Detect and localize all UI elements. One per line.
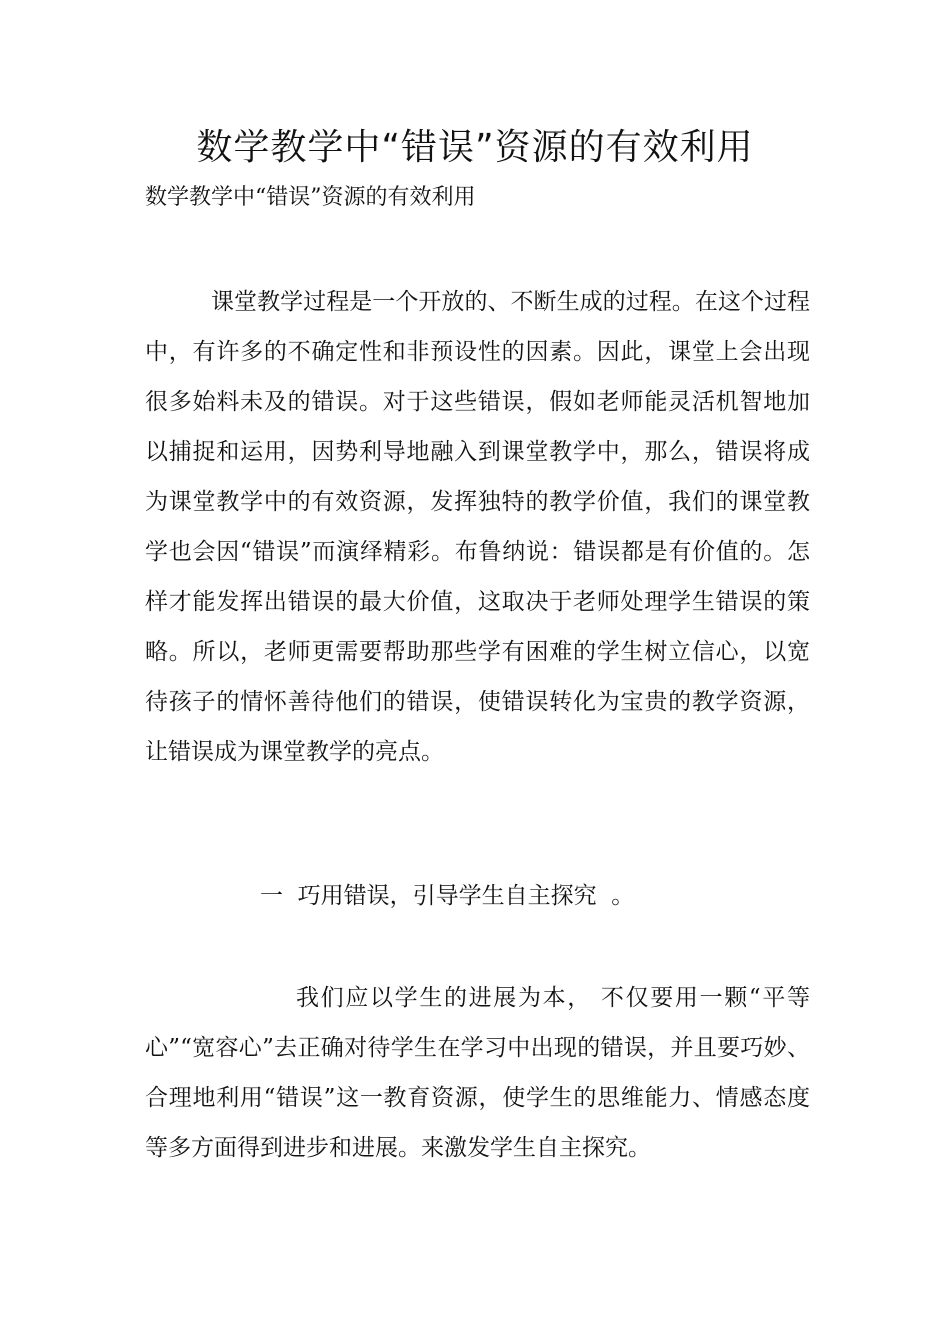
paragraph-2: 我们应以学生的进展为本， 不仅要用一颗“平等心”“宽容心”去正确对待学生在学习中出现的错误，并且要巧妙、合理地利用“错误”这一教育资源，使学生的思维能力、情感态度等多方面得到进步和进展。来激发学生自主探究。 [145, 985, 810, 1161]
document-title: 数学教学中“错误”资源的有效利用 [196, 127, 754, 168]
paragraph-1: 课堂教学过程是一个开放的、不断生成的过程。在这个过程中，有许多的不确定性和非预设性的因素。因此，课堂上会出现很多始料未及的错误。对于这些错误，假如老师能灵活机智地加以捕捉和运用，因势利导地融入到课堂教学中，那么，错误将成为课堂教学中的有效资源，发挥独特的教学价值，我们的课堂教学也会因“错误”而演绎精彩。布鲁纳说：错误都是有价值的。怎样才能发挥出错误的最大价值，这取决于老师处理学生错误的策略。所以，老师更需要帮助那些学有困难的学生树立信心，以宽待孩子的情怀善待他们的错误，使错误转化为宝贵的教学资源，让错误成为课堂教学的亮点。 [145, 289, 810, 765]
document-subtitle: 数学教学中“错误”资源的有效利用 [145, 185, 476, 210]
section-heading-1: 一 巧用错误，引导学生自主探究 。 [260, 883, 635, 909]
